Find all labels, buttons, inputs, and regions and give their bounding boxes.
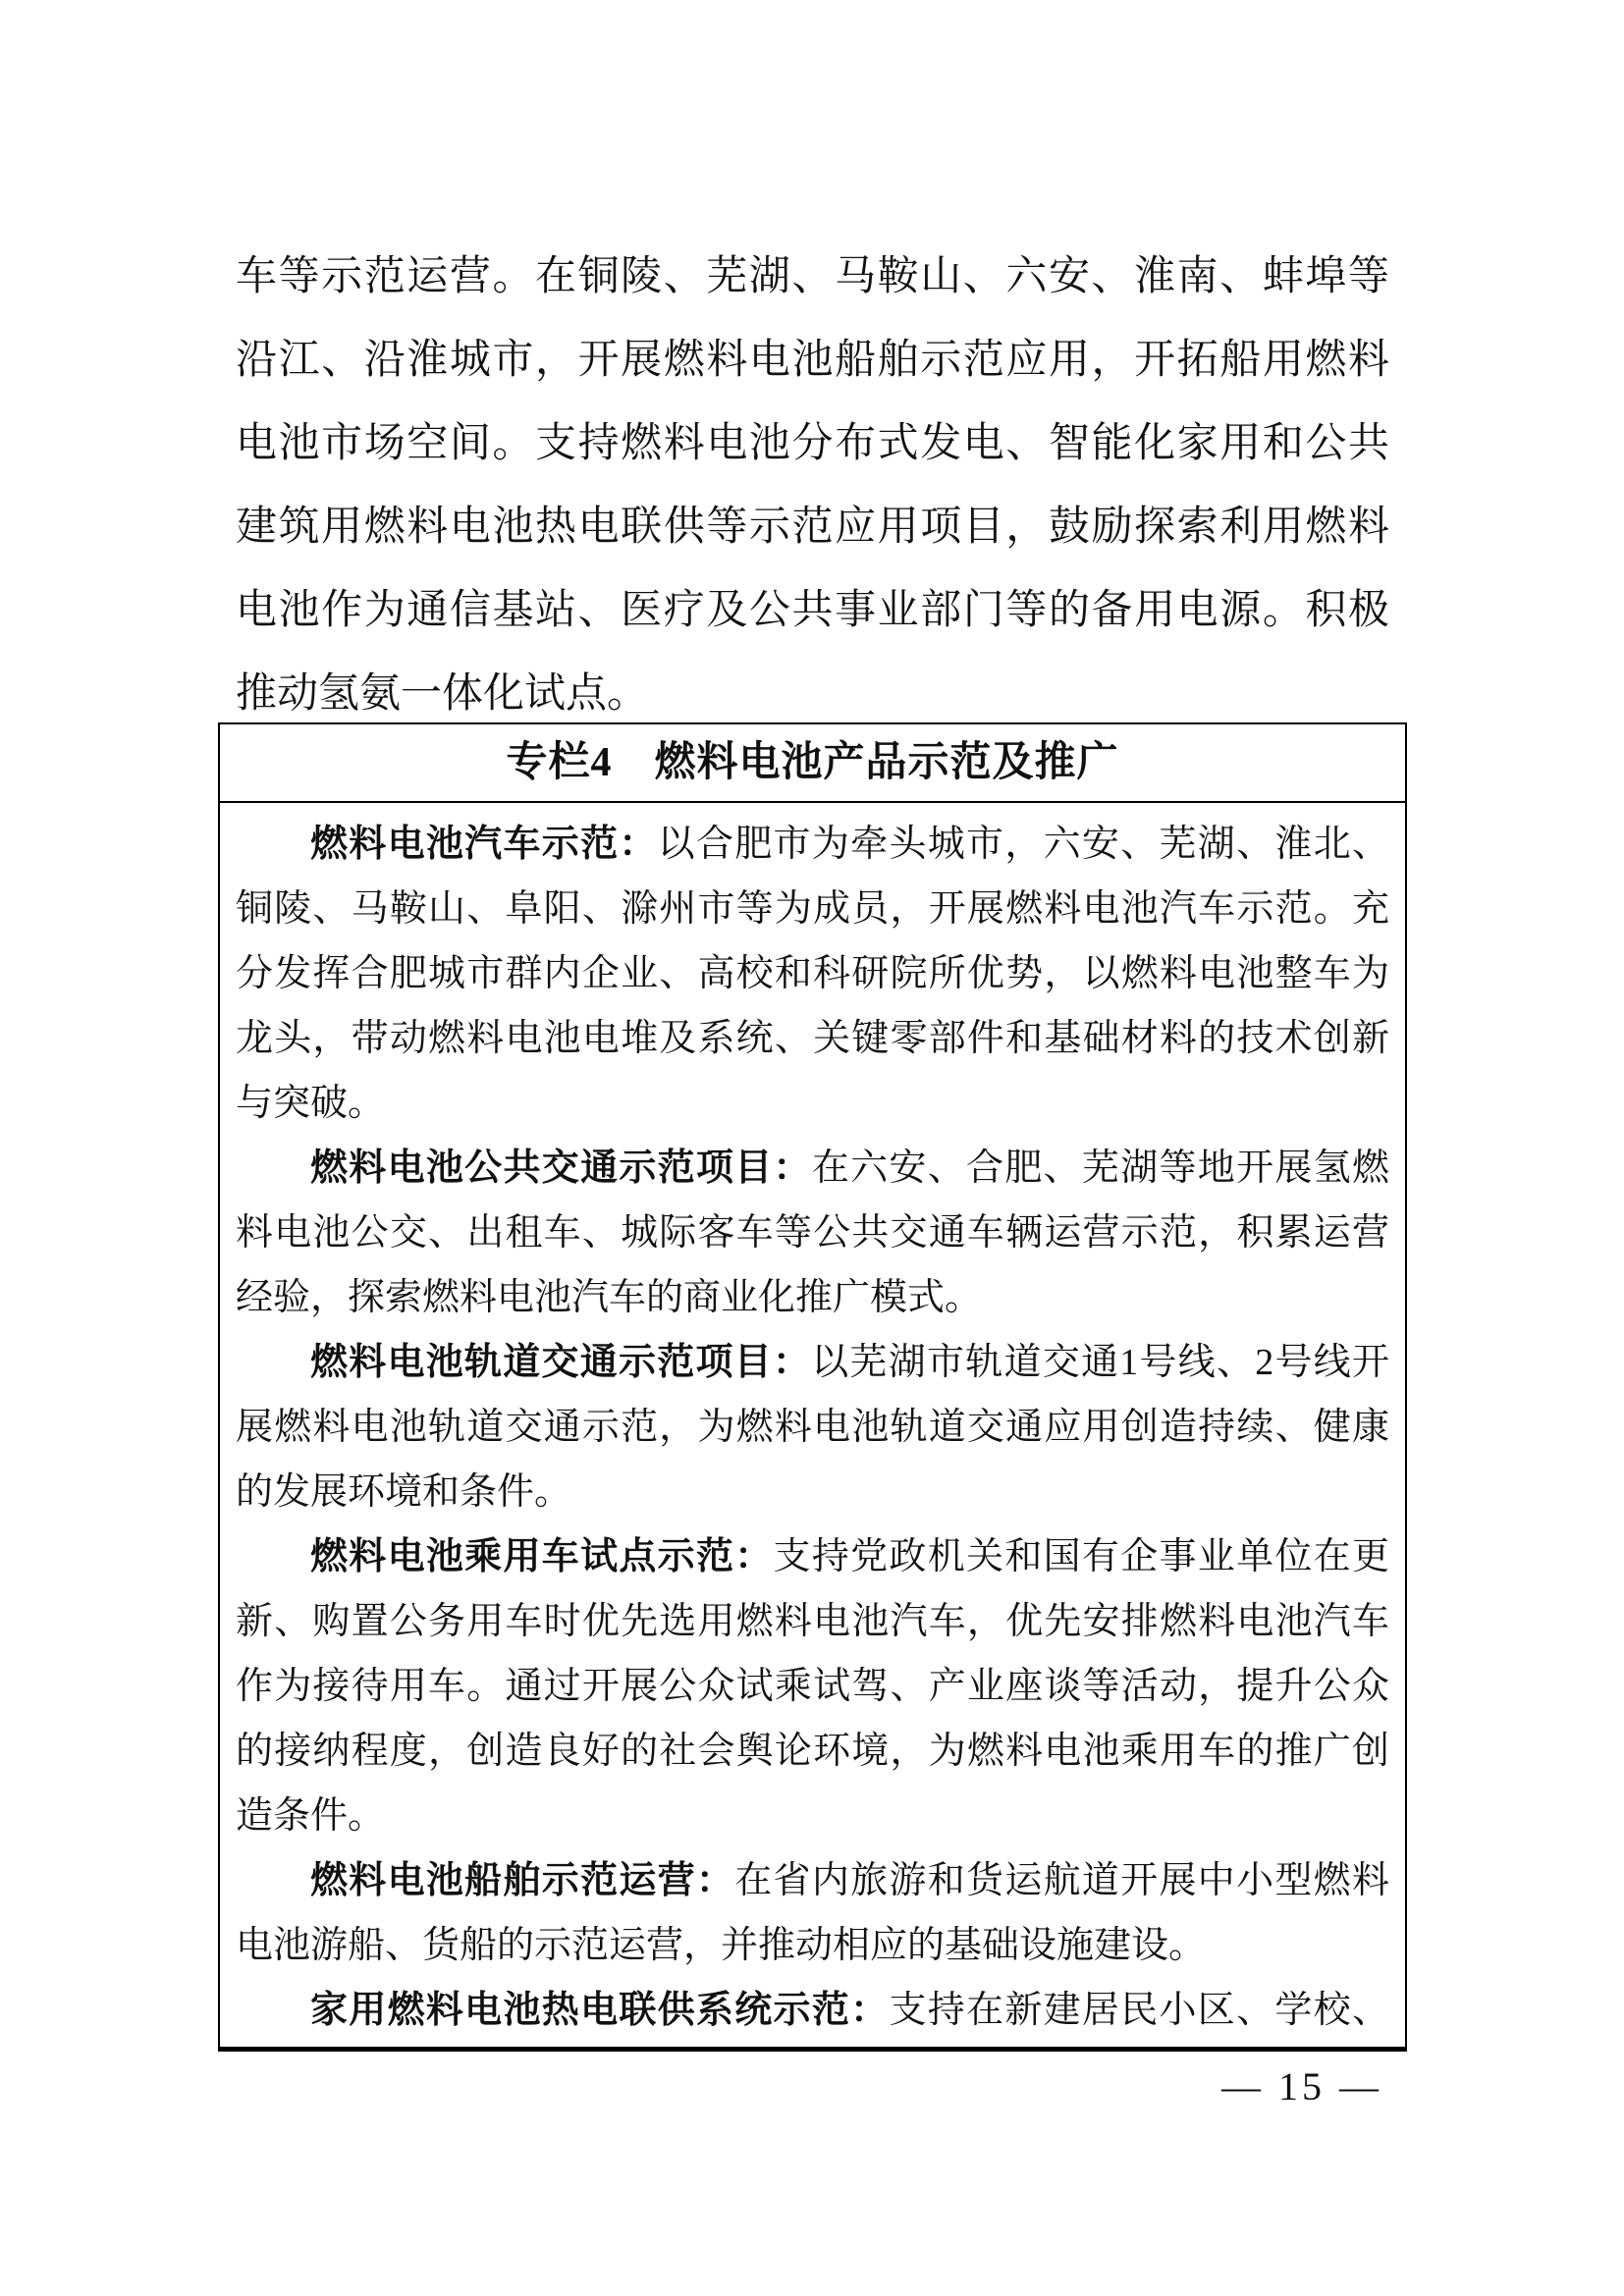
- line-text: 展燃料电池轨道交通示范，为燃料电池轨道交通应用创造持续、健康: [236, 1407, 1389, 1448]
- line-text: 在省内旅游和货运航道开展中小型燃料: [734, 1860, 1389, 1901]
- line-text: 的接纳程度，创造良好的社会舆论环境，为燃料电池乘用车的推广创: [236, 1731, 1389, 1772]
- line-text: 作为接待用车。通过开展公众试乘试驾、产业座谈等活动，提升公众: [236, 1666, 1389, 1707]
- text-line: [236, 1978, 1389, 2043]
- text-line: [236, 1136, 1389, 1201]
- text-line: [236, 812, 1389, 877]
- text-line: [236, 1784, 1389, 1848]
- line-text: 车等示范运营。在铜陵、芜湖、马鞍山、六安、淮南、蚌埠等: [236, 254, 1389, 299]
- callout-box: [218, 722, 1407, 2052]
- text-line: [236, 941, 1389, 1006]
- bold-lead: 燃料电池公共交通示范项目：: [310, 1148, 812, 1189]
- line-text: 的发展环境和条件。: [236, 1471, 572, 1513]
- line-text: 电池游船、货船的示范运营，并推动相应的基础设施建设。: [236, 1925, 1207, 1966]
- text-line: [236, 1654, 1389, 1719]
- line-text: 支持在新建居民小区、学校、: [889, 1990, 1389, 2031]
- body-paragraph: [236, 236, 1389, 736]
- text-line: [236, 1848, 1389, 1913]
- line-text: 造条件。: [236, 1795, 386, 1837]
- line-text: 支持党政机关和国有企事业单位在更: [773, 1536, 1389, 1577]
- line-text: 以芜湖市轨道交通1号线、2号线开: [811, 1342, 1389, 1383]
- text-line: [236, 236, 1389, 319]
- text-line: [236, 1395, 1389, 1460]
- text-line: [236, 1265, 1389, 1330]
- line-text: 建筑用燃料电池热电联供等示范应用项目，鼓励探索利用燃料: [236, 505, 1389, 550]
- text-line: [236, 1201, 1389, 1265]
- line-text: 龙头，带动燃料电池电堆及系统、关键零部件和基础材料的技术创新: [236, 1018, 1389, 1059]
- text-line: [236, 1524, 1389, 1589]
- text-line: [236, 486, 1389, 569]
- text-line: [236, 1719, 1389, 1784]
- line-text: 推动氢氨一体化试点。: [236, 671, 649, 717]
- line-text: 铜陵、马鞍山、阜阳、滁州市等为成员，开展燃料电池汽车示范。充: [236, 888, 1389, 930]
- line-text: 以合肥市为牵头城市，六安、芜湖、淮北、: [657, 824, 1389, 865]
- callout-box-body: [220, 803, 1405, 2043]
- line-text: 分发挥合肥城市群内企业、高校和科研院所优势，以燃料电池整车为: [236, 953, 1389, 994]
- text-line: [236, 1071, 1389, 1136]
- line-text: 料电池公交、出租车、城际客车等公共交通车辆运营示范，积累运营: [236, 1212, 1389, 1254]
- text-line: [236, 1460, 1389, 1524]
- bold-lead: 燃料电池船舶示范运营：: [310, 1860, 735, 1901]
- line-text: 经验，探索燃料电池汽车的商业化推广模式。: [236, 1277, 983, 1318]
- text-line: [236, 1589, 1389, 1654]
- bold-lead: 燃料电池汽车示范：: [310, 824, 658, 865]
- bold-lead: 燃料电池轨道交通示范项目：: [310, 1342, 812, 1383]
- line-text: 电池市场空间。支持燃料电池分布式发电、智能化家用和公共: [236, 421, 1389, 466]
- bold-lead: 燃料电池乘用车试点示范：: [310, 1536, 774, 1577]
- text-line: [236, 877, 1389, 941]
- line-text: 在六安、合肥、芜湖等地开展氢燃: [811, 1148, 1389, 1189]
- text-line: [236, 1006, 1389, 1071]
- text-line: [236, 319, 1389, 402]
- line-text: 电池作为通信基站、医疗及公共事业部门等的备用电源。积极: [236, 588, 1389, 633]
- text-line: [236, 1913, 1389, 1978]
- text-line: [236, 569, 1389, 653]
- line-text: 沿江、沿淮城市，开展燃料电池船舶示范应用，开拓船用燃料: [236, 338, 1389, 383]
- text-line: [236, 1330, 1389, 1395]
- line-text: 与突破。: [236, 1083, 386, 1124]
- callout-box-title: 专栏4 燃料电池产品示范及推广: [220, 724, 1405, 803]
- page-number: — 15 —: [1221, 2064, 1382, 2109]
- bold-lead: 家用燃料电池热电联供系统示范：: [310, 1990, 890, 2031]
- text-line: [236, 402, 1389, 486]
- line-text: 新、购置公务用车时优先选用燃料电池汽车，优先安排燃料电池汽车: [236, 1601, 1389, 1642]
